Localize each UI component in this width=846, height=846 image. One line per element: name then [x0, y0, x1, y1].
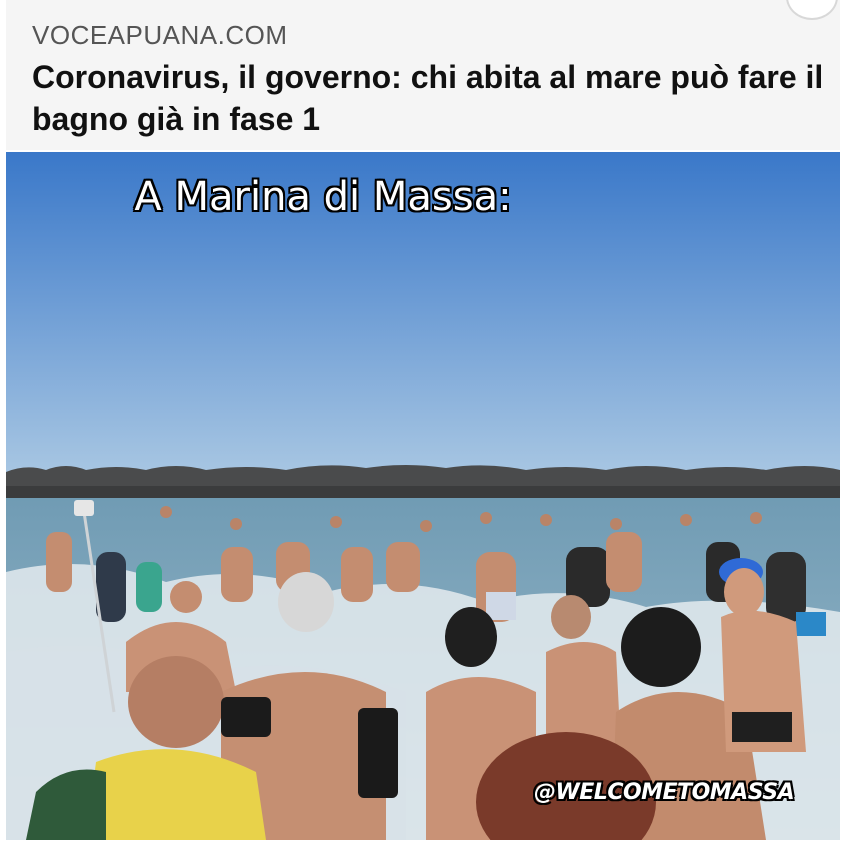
article-preview-header[interactable]: [6, 0, 840, 150]
circle-menu-icon[interactable]: [786, 0, 838, 20]
source-domain: VOCEAPUANA.COM: [32, 20, 288, 50]
meme-caption: A Marina di Massa:: [134, 174, 512, 220]
watermark-handle: @WELCOMETOMASSA: [534, 780, 795, 805]
article-headline: Coronavirus, il governo: chi abita al mare può fare il bagno già in fase 1: [32, 59, 824, 137]
beach-photo: [6, 152, 840, 840]
beach-scene-illustration: [6, 152, 840, 840]
